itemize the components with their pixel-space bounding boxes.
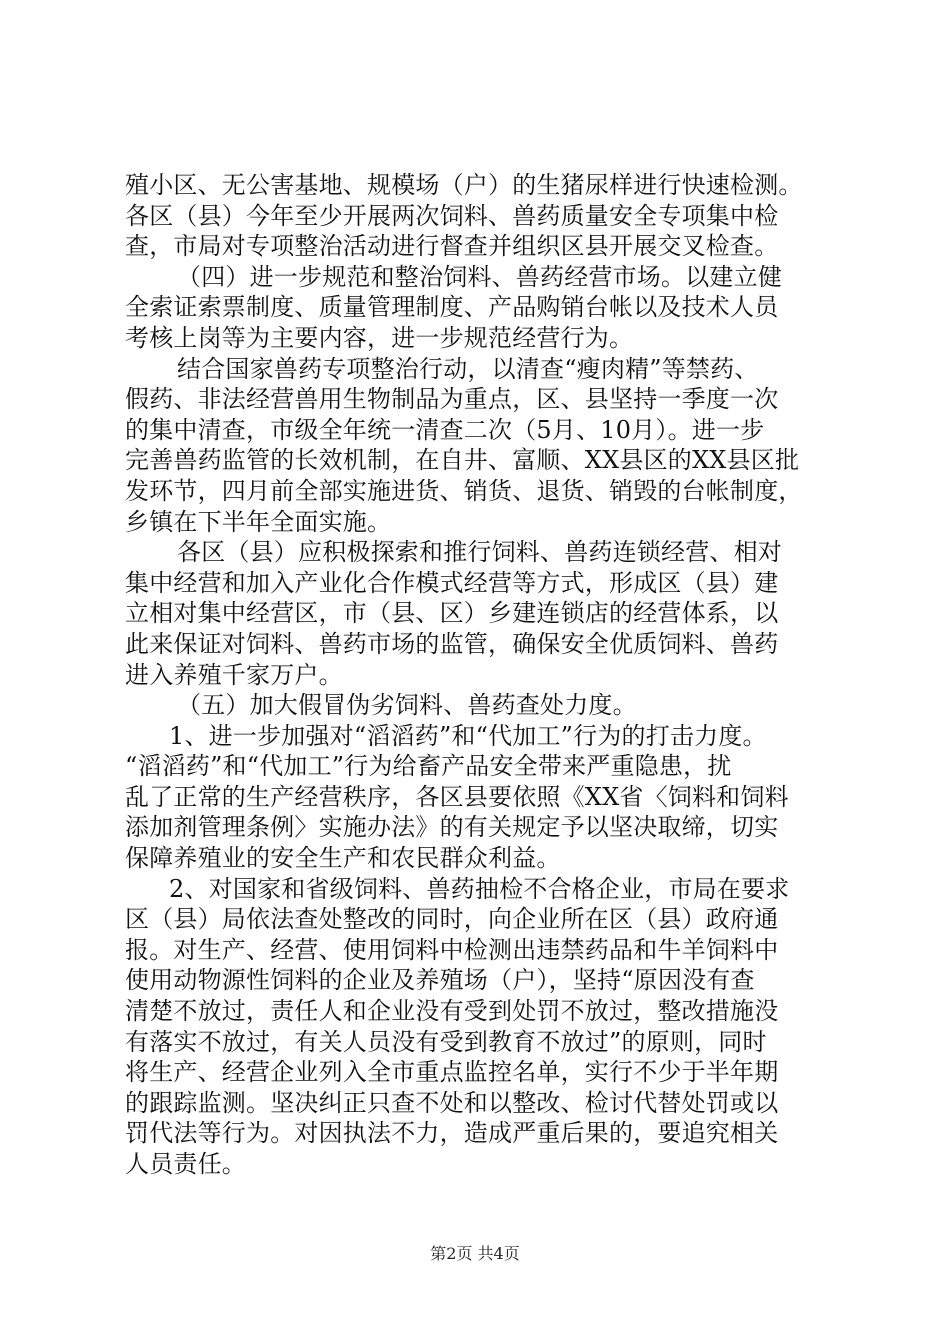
text-line: 的集中清查，市级全年统一清查二次（5月、10月）。进一步: [125, 415, 765, 444]
text-line: 各区（县）今年至少开展两次饲料、兽药质量安全专项集中检: [125, 201, 779, 230]
text-line: 保障养殖业的安全生产和农民群众利益。: [125, 844, 561, 873]
numbered-item-1: 1、进一步加强对“滔滔药”和“代加工”行为的打击力度。: [169, 721, 767, 750]
text-line: 乡镇在下半年全面实施。: [125, 507, 392, 536]
text-line: 立相对集中经营区，市（县、区）乡建连锁店的经营体系，以: [125, 599, 779, 628]
text-line: 考核上岗等为主要内容，进一步规范经营行为。: [125, 323, 634, 352]
text-line: “滔滔药”和“代加工”行为给畜产品安全带来严重隐患，扰: [125, 752, 732, 781]
page-number-footer: 第2页 共4页: [430, 1244, 520, 1263]
text-line: 添加剂管理条例〉实施办法》的有关规定予以坚决取缔，切实: [125, 813, 779, 842]
paragraph-start: 结合国家兽药专项整治行动，以清查“瘦肉精”等禁药、: [177, 354, 759, 383]
text-line: 使用动物源性饲料的企业及养殖场（户），坚持“原因没有查: [125, 966, 755, 995]
text-line: 发环节，四月前全部实施进货、销货、退货、销毁的台帐制度，: [125, 476, 803, 505]
text-line: 清楚不放过，责任人和企业没有受到处罚不放过，整改措施没: [125, 997, 779, 1026]
text-line: 报。对生产、经营、使用饲料中检测出违禁药品和牛羊饲料中: [125, 935, 779, 964]
text-line: 此来保证对饲料、兽药市场的监管，确保安全优质饲料、兽药: [125, 629, 779, 658]
text-line: 乱了正常的生产经营秩序，各区县要依照《XX省〈饲料和饲料: [125, 782, 789, 811]
section-heading-4: （四）进一步规范和整治饲料、兽药经营市场。以建立健: [177, 262, 782, 291]
text-line: 区（县）局依法查处整改的同时，向企业所在区（县）政府通: [125, 905, 779, 934]
text-line: 有落实不放过，有关人员没有受到教育不放过”的原则，同时: [125, 1027, 767, 1056]
text-line: 罚代法等行为。对因执法不力，造成严重后果的，要追究相关: [125, 1119, 779, 1148]
text-line: 殖小区、无公害基地、规模场（户）的生猪尿样进行快速检测。: [125, 171, 803, 199]
text-line: 全索证索票制度、质量管理制度、产品购销台帐以及技术人员: [125, 293, 779, 322]
paragraph-start: 各区（县）应积极探索和推行饲料、兽药连锁经营、相对: [177, 538, 782, 567]
document-body: [125, 170, 845, 1180]
text-line: 查，市局对专项整治活动进行督查并组织区县开展交叉检查。: [125, 232, 779, 261]
text-line: 将生产、经营企业列入全市重点监控名单，实行不少于半年期: [125, 1058, 779, 1087]
text-line: 人员责任。: [125, 1150, 246, 1178]
text-line: 假药、非法经营兽用生物制品为重点，区、县坚持一季度一次: [125, 385, 779, 414]
text-line: 完善兽药监管的长效机制，在自井、富顺、XX县区的XX县区批: [125, 446, 800, 475]
numbered-item-2: 2、对国家和省级饲料、兽药抽检不合格企业，市局在要求: [169, 874, 790, 903]
text-line: 集中经营和加入产业化合作模式经营等方式，形成区（县）建: [125, 568, 779, 597]
text-line: 进入养殖千家万户。: [125, 660, 343, 689]
section-heading-5: （五）加大假冒伪劣饲料、兽药查处力度。: [177, 691, 637, 720]
text-line: 的跟踪监测。坚决纠正只查不处和以整改、检讨代替处罚或以: [125, 1088, 779, 1117]
